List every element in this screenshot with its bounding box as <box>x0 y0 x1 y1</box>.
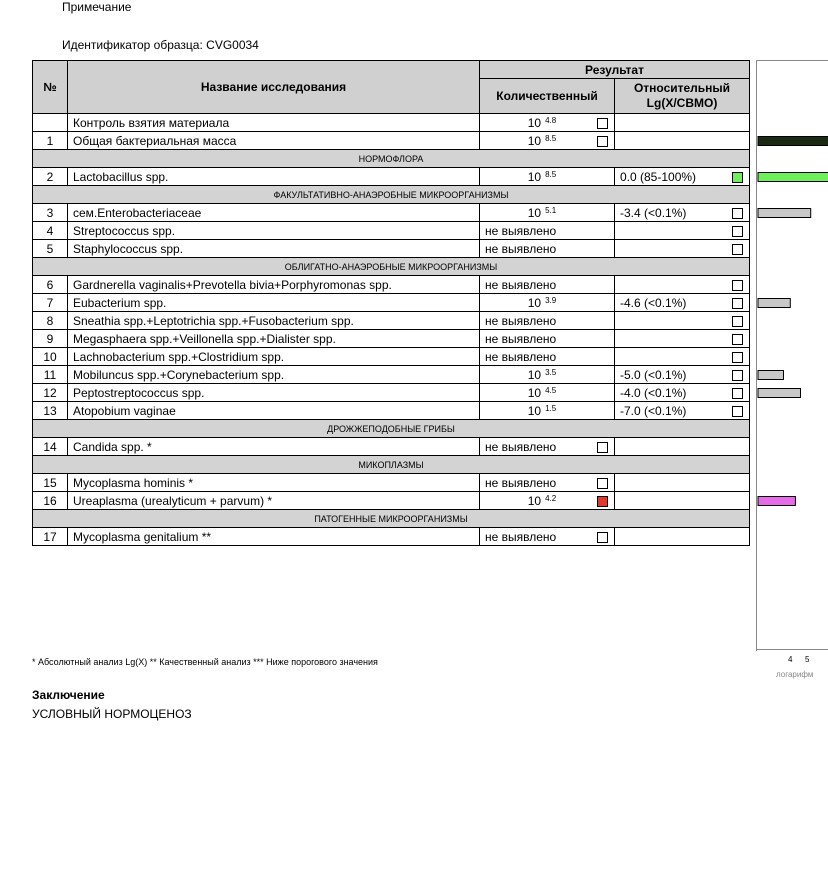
row-number: 1 <box>33 132 68 150</box>
row-name: Streptococcus spp. <box>68 222 480 240</box>
group-header: ДРОЖЖЕПОДОБНЫЕ ГРИБЫ <box>33 420 750 438</box>
conclusion-title: Заключение <box>32 688 105 702</box>
row-number: 4 <box>33 222 68 240</box>
group-header: ФАКУЛЬТАТИВНО-АНАЭРОБНЫЕ МИКРООРГАНИЗМЫ <box>33 186 750 204</box>
quant-exponent: 3.9 <box>545 295 557 305</box>
quant-value <box>485 133 609 149</box>
quant-base: 10 <box>527 115 542 130</box>
quant-exponent: 3.5 <box>545 367 557 377</box>
group-header: НОРМОФЛОРА <box>33 150 750 168</box>
rel-value: -3.4 (<0.1%) <box>620 205 687 220</box>
status-box-icon <box>597 136 608 147</box>
row-name: Eubacterium spp. <box>68 294 480 312</box>
table-row <box>33 402 750 420</box>
group-header: ОБЛИГАТНО-АНАЭРОБНЫЕ МИКРООРГАНИЗМЫ <box>33 258 750 276</box>
conclusion-text: УСЛОВНЫЙ НОРМОЦЕНОЗ <box>32 707 192 721</box>
status-box-icon <box>732 226 743 237</box>
status-box-icon <box>732 208 743 219</box>
table-row <box>33 438 750 456</box>
quant-cell <box>480 222 615 240</box>
table-row <box>33 132 750 150</box>
table-row <box>33 528 750 546</box>
status-box-icon <box>597 496 608 507</box>
rel-cell <box>615 528 750 546</box>
rel-value: -7.0 (<0.1%) <box>620 403 687 418</box>
quant-base: 10 <box>527 205 542 220</box>
chart-bar <box>758 137 828 146</box>
rel-cell <box>615 114 750 132</box>
status-box-icon <box>732 280 743 291</box>
header-rel: Относительный Lg(X/СВМО) <box>615 79 750 114</box>
table-row <box>33 474 750 492</box>
status-box-icon <box>732 388 743 399</box>
quant-value <box>485 493 609 509</box>
status-box-icon <box>732 370 743 381</box>
rel-value: -5.0 (<0.1%) <box>620 367 687 382</box>
quant-value: не выявлено <box>485 277 557 292</box>
quant-exponent: 8.5 <box>545 169 557 179</box>
quant-exponent: 5.1 <box>545 205 557 215</box>
chart-bar <box>758 173 828 182</box>
rel-cell <box>615 330 750 348</box>
row-number: 6 <box>33 276 68 294</box>
row-name: Staphylococcus spp. <box>68 240 480 258</box>
row-number <box>33 114 68 132</box>
row-number: 10 <box>33 348 68 366</box>
footnote: * Абсолютный анализ Lg(X) ** Качественный анализ *** Ниже порогового значения <box>32 657 378 667</box>
quant-base: 10 <box>527 133 542 148</box>
quant-cell <box>480 474 615 492</box>
quant-base: 10 <box>527 385 542 400</box>
status-box-icon <box>732 298 743 309</box>
quant-base: 10 <box>527 169 542 184</box>
rel-value: -4.6 (<0.1%) <box>620 295 687 310</box>
row-number: 16 <box>33 492 68 510</box>
chart-svg <box>757 61 828 651</box>
status-box-icon <box>597 478 608 489</box>
log-bar-chart <box>756 60 828 651</box>
quant-value: не выявлено <box>485 223 557 238</box>
row-name: сем.Enterobacteriaceae <box>68 204 480 222</box>
table-row <box>33 330 750 348</box>
chart-bar <box>758 371 784 380</box>
rel-cell <box>615 384 750 402</box>
quant-base: 10 <box>527 367 542 382</box>
rel-cell <box>615 438 750 456</box>
table-row <box>33 204 750 222</box>
row-name: Ureaplasma (urealyticum + parvum) * <box>68 492 480 510</box>
quant-exponent: 4.2 <box>545 493 557 503</box>
status-box-icon <box>597 442 608 453</box>
status-box-icon <box>732 316 743 327</box>
quant-value: не выявлено <box>485 439 557 454</box>
quant-cell <box>480 438 615 456</box>
rel-cell <box>615 276 750 294</box>
quant-cell <box>480 132 615 150</box>
group-header: ПАТОГЕННЫЕ МИКРООРГАНИЗМЫ <box>33 510 750 528</box>
tick-label: 4 <box>788 655 793 664</box>
quant-value: не выявлено <box>485 349 557 364</box>
chart-bar <box>758 389 801 398</box>
quant-value <box>485 115 609 131</box>
rel-cell <box>615 168 750 186</box>
quant-cell <box>480 168 615 186</box>
row-name: Peptostreptococcus spp. <box>68 384 480 402</box>
row-name: Mycoplasma genitalium ** <box>68 528 480 546</box>
sample-id: Идентификатор образца: CVG0034 <box>62 38 259 52</box>
header-name: Название исследования <box>68 61 480 114</box>
note-label: Примечание <box>62 0 132 14</box>
rel-value: 0.0 (85-100%) <box>620 169 697 184</box>
quant-base: 10 <box>527 403 542 418</box>
row-name: Sneathia spp.+Leptotrichia spp.+Fusobacterium spp. <box>68 312 480 330</box>
status-box-icon <box>732 172 743 183</box>
row-name: Candida spp. * <box>68 438 480 456</box>
rel-cell <box>615 132 750 150</box>
quant-value <box>485 205 609 221</box>
rel-cell <box>615 492 750 510</box>
quant-cell <box>480 312 615 330</box>
tick-label: 5 <box>805 655 810 664</box>
row-name: Atopobium vaginae <box>68 402 480 420</box>
quant-exponent: 4.5 <box>545 385 557 395</box>
rel-cell <box>615 366 750 384</box>
table-row <box>33 492 750 510</box>
row-number: 5 <box>33 240 68 258</box>
rel-cell <box>615 222 750 240</box>
table-row <box>33 222 750 240</box>
quant-exponent: 1.5 <box>545 403 557 413</box>
row-name: Общая бактериальная масса <box>68 132 480 150</box>
quant-exponent: 8.5 <box>545 133 557 143</box>
table-row <box>33 366 750 384</box>
status-box-icon <box>732 244 743 255</box>
table-row <box>33 240 750 258</box>
row-name: Lactobacillus spp. <box>68 168 480 186</box>
table-row <box>33 276 750 294</box>
table-row <box>33 114 750 132</box>
quant-value: не выявлено <box>485 241 557 256</box>
quant-cell <box>480 366 615 384</box>
rel-cell <box>615 348 750 366</box>
row-number: 8 <box>33 312 68 330</box>
quant-exponent: 4.8 <box>545 115 557 125</box>
quant-value: не выявлено <box>485 313 557 328</box>
chart-bar <box>758 299 790 308</box>
rel-value: -4.0 (<0.1%) <box>620 385 687 400</box>
quant-cell <box>480 384 615 402</box>
quant-value: не выявлено <box>485 475 557 490</box>
quant-value <box>485 367 609 383</box>
table-row <box>33 168 750 186</box>
table-row <box>33 384 750 402</box>
rel-cell <box>615 204 750 222</box>
row-name: Gardnerella vaginalis+Prevotella bivia+Porphyromonas spp. <box>68 276 480 294</box>
header-quant: Количественный <box>480 79 615 114</box>
quant-value <box>485 385 609 401</box>
row-number: 12 <box>33 384 68 402</box>
quant-cell <box>480 492 615 510</box>
chart-bar <box>758 497 795 506</box>
group-header: МИКОПЛАЗМЫ <box>33 456 750 474</box>
table-row <box>33 348 750 366</box>
row-number: 2 <box>33 168 68 186</box>
status-box-icon <box>732 352 743 363</box>
rel-cell <box>615 402 750 420</box>
row-number: 13 <box>33 402 68 420</box>
quant-value <box>485 169 609 185</box>
row-number: 7 <box>33 294 68 312</box>
quant-cell <box>480 114 615 132</box>
table-row <box>33 312 750 330</box>
status-box-icon <box>732 406 743 417</box>
row-number: 17 <box>33 528 68 546</box>
quant-value: не выявлено <box>485 331 557 346</box>
row-number: 11 <box>33 366 68 384</box>
quant-cell <box>480 240 615 258</box>
header-result: Результат <box>480 61 750 79</box>
chart-axis <box>756 649 828 650</box>
row-name: Mobiluncus spp.+Corynebacterium spp. <box>68 366 480 384</box>
row-number: 3 <box>33 204 68 222</box>
quant-cell <box>480 276 615 294</box>
status-box-icon <box>597 118 608 129</box>
quant-cell <box>480 330 615 348</box>
status-box-icon <box>732 334 743 345</box>
row-number: 15 <box>33 474 68 492</box>
quant-base: 10 <box>527 493 542 508</box>
rel-cell <box>615 294 750 312</box>
quant-value <box>485 403 609 419</box>
status-box-icon <box>597 532 608 543</box>
row-number: 9 <box>33 330 68 348</box>
row-number: 14 <box>33 438 68 456</box>
chart-bar <box>758 209 811 218</box>
results-table <box>32 60 750 546</box>
axis-label: логарифм <box>776 670 814 679</box>
quant-cell <box>480 402 615 420</box>
quant-cell <box>480 204 615 222</box>
row-name: Lachnobacterium spp.+Clostridium spp. <box>68 348 480 366</box>
quant-cell <box>480 348 615 366</box>
header-num: № <box>33 61 68 114</box>
quant-base: 10 <box>527 295 542 310</box>
rel-cell <box>615 240 750 258</box>
rel-cell <box>615 312 750 330</box>
quant-cell <box>480 294 615 312</box>
rel-cell <box>615 474 750 492</box>
row-name: Контроль взятия материала <box>68 114 480 132</box>
row-name: Megasphaera spp.+Veillonella spp.+Dialister spp. <box>68 330 480 348</box>
table-row <box>33 294 750 312</box>
quant-cell <box>480 528 615 546</box>
quant-value: не выявлено <box>485 529 557 544</box>
quant-value <box>485 295 609 311</box>
row-name: Mycoplasma hominis * <box>68 474 480 492</box>
